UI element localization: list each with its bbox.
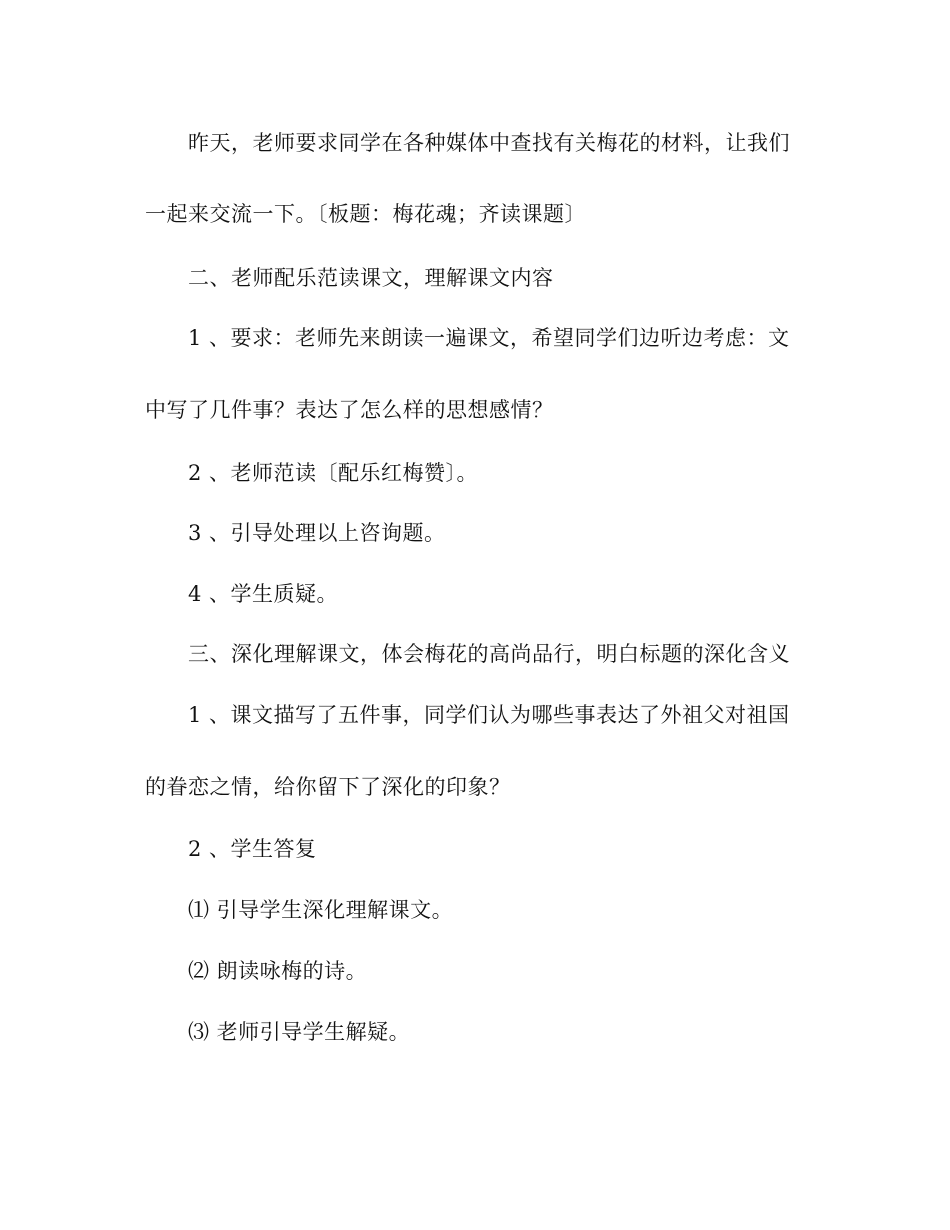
paragraph-line-1: 昨天，老师要求同学在各种媒体中查找有关梅花的材料，让我们 <box>188 131 790 155</box>
sub-item-1: ⑴ 引导学生深化理解课文。 <box>188 898 454 922</box>
list-item-2-2: 2 、老师范读〔配乐红梅赞〕。 <box>188 461 479 485</box>
list-item-3-1-cont: 的眷恋之情，给你留下了深化的印象？ <box>145 775 511 799</box>
sub-item-3: ⑶ 老师引导学生解疑。 <box>188 1020 411 1044</box>
sub-item-2: ⑵ 朗读咏梅的诗。 <box>188 959 368 983</box>
section-heading-2: 二、老师配乐范读课文，理解课文内容 <box>188 266 554 290</box>
list-item-2-4: 4 、学生质疑。 <box>188 582 339 606</box>
list-item-2-3: 3 、引导处理以上咨询题。 <box>188 521 446 545</box>
list-item-2-1-cont: 中写了几件事？表达了怎么样的思想感情？ <box>145 398 554 422</box>
list-item-3-2: 2 、学生答复 <box>188 837 317 861</box>
list-item-2-1: 1 、要求：老师先来朗读一遍课文，希望同学们边听边考虑：文 <box>188 326 790 350</box>
section-heading-3: 三、深化理解课文，体会梅花的高尚品行，明白标题的深化含义 <box>188 642 790 666</box>
paragraph-line-2: 一起来交流一下。〔板题：梅花魂；齐读课题〕 <box>145 202 586 226</box>
list-item-3-1: 1 、课文描写了五件事，同学们认为哪些事表达了外祖父对祖国 <box>188 703 790 727</box>
